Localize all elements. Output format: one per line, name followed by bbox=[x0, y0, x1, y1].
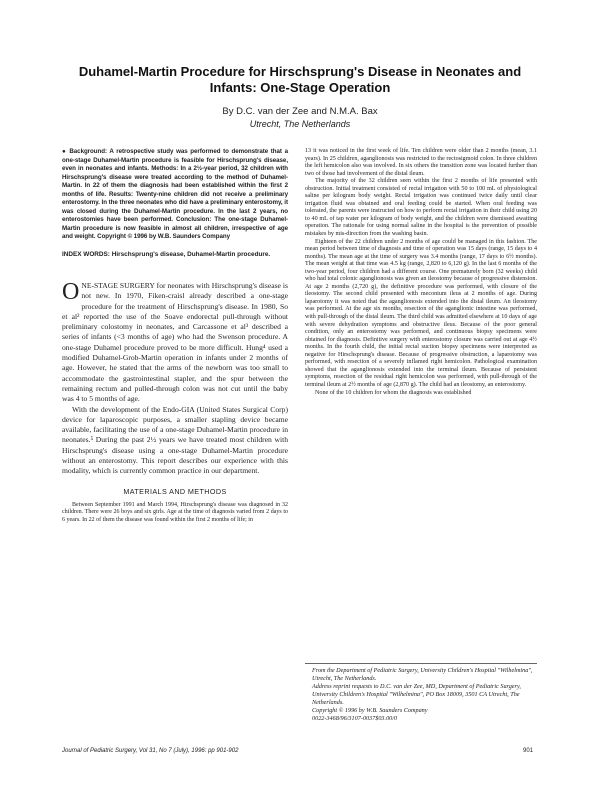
right-paragraph-3: Eighteen of the 22 children under 2 months of age could be managed in this fashion. The mean period between time of diagnosis and time of operation was 15 days (range, 15 days to 4 months). The mean age at the time of surgery was 3.4 months (range, 17 days to 6½ months). The mean weight at that time was 4.5 kg (range, 2,820 to 6,120 g). In the last 6 months of the two-year period, four children had a different course. One prematurely born (32 weeks) child who had total colonic aganglionosis was given an ileostomy because of progressive distension. At age 2 months (2,720 g), the definitive procedure was performed, with closure of the ileostomy. The second child presented with meconium ileus at 2 months of age. During laparotomy it was noted that the aganglionosis extended into the distal ileum. An ileostomy was performed. At the age six months, resection of the aganglionic intestine was performed, with pull-through of the distal ileum. The third child was admitted elsewhere at 10 days of age with severe dehydration symptoms and obstructive ileus. Because of the poor general condition, only an enterostomy was performed, and continuous biopsy specimens were obtained for diagnosis. Definitive surgery with enterostomy closure was carried out at age 4½ months. In the fourth child, the initial rectal suction biopsy specimens were interpreted as negative for Hirschsprung's disease. Because of progressive obstruction, a laparotomy was performed, with resection of a severely inflamed right hemicolon. Pathological examination showed that the aganglionosis extended into the terminal ileum. Because of persistent symptoms, resection of the residual right hemicolon was performed, with pull-through of the terminal ileum at 2½ months of age (2,870 g). The child had an ileostomy, an enterostomy. bbox=[305, 238, 537, 388]
right-paragraph-2: The majority of the 32 children seen within the first 2 months of life presented with obstruction. Initial treatment consisted of rectal irrigation with 50 to 100 mL of physiological saline per kilogram body weight. Rectal irrigation was continued twice daily until clear irrigation fluid was obtained and oral feeding could be started. When oral feeding was tolerated, the parents were instructed on how to perform rectal irrigation in their child using 20 to 40 mL of tap water per kilogram of body weight, and the children were dismissed awaiting operation. The rationale for using normal saline in the hospital is the prevention of possible mistakes by mis-direction from the washing basin. bbox=[305, 178, 537, 238]
footnote-code: 0022-3468/96/3107-0037$03.00/0 bbox=[312, 715, 398, 722]
affiliation: Utrecht, The Netherlands bbox=[249, 119, 351, 129]
left-column bbox=[62, 148, 288, 524]
page-number: 901 bbox=[523, 748, 534, 754]
footnotes bbox=[312, 667, 534, 723]
footnote-divider bbox=[305, 663, 537, 664]
right-paragraph-1: 13 it was noticed in the first week of life. Ten children were older than 2 months (mean, 3.1 years). In 25 children, aganglionosis was restricted to the rectosigmoid colon. In three children the left hemicolon also was involved. In six others the transition zone was located further than two of those had involvement of the distal ileum. bbox=[305, 148, 537, 177]
right-paragraph-4: None of the 10 children for whom the diagnosis was established bbox=[315, 389, 472, 396]
article-title: Duhamel-Martin Procedure for Hirschsprung's Disease in Neonates and Infants: One-Stage Operation bbox=[78, 64, 522, 95]
journal-citation: Journal of Pediatric Surgery, Vol 31, No 7 (July), 1996: pp 901-902 bbox=[62, 748, 239, 754]
intro-paragraph-2: With the development of the Endo-GIA (United States Surgical Corp) device for laparoscopic purposes, a smaller stapling device became available, facilitating the use of a one-stage Duhamel-Martin procedure in neonates.⁵ During the past 2½ years we have treated most children with Hirschsprung's disease using a one-stage Duhamel-Martin procedure without an enterostomy. This report describes our experience with this modality, which is currently common practice in our department. bbox=[62, 404, 288, 476]
author-line: By D.C. van der Zee and N.M.A. Bax bbox=[222, 106, 378, 117]
right-column bbox=[305, 148, 537, 397]
methods-heading: MATERIALS AND METHODS bbox=[123, 486, 227, 496]
footnote-department: From the Department of Pediatric Surgery, University Children's Hospital "Wilhelmina", Utrecht, The Netherlands. bbox=[312, 667, 533, 682]
footnote-copyright: Copyright © 1996 by W.B. Saunders Company bbox=[312, 707, 428, 714]
footnote-address: Address reprint requests to D.C. van der Zee, MD, Department of Pediatric Surgery, University Children's Hospital "Wilhelmina", PO Box 18009, 3501 CA Utrecht, The Netherlands. bbox=[312, 683, 521, 706]
abstract: ● Background: A retrospective study was performed to demonstrate that a one-stage Duhamel-Martin procedure is feasible for Hirschsprung's disease, even in neonates and infants. Methods: In a 2½-year period, 32 children with Hirschsprung's disease were treated according to the method of Duhamel-Martin. In 22 of them the diagnosis had been established within the first 2 months of life. Results: Twenty-nine children did not receive a preliminary enterostomy. In the three neonates who did have a preliminary enterostomy, it was closed during the Duhamel-Martin procedure. In the last 2 years, no enterostomies have been performed. Conclusion: The one-stage Duhamel-Martin procedure is now feasible in almost all children, irrespective of age and weight. Copyright © 1996 by W.B. Saunders Company bbox=[62, 148, 288, 240]
intro-paragraph-1: NE-STAGE SURGERY for neonates with Hirschsprung's disease is not new. In 1970, Fiken-craisl already described a one-stage procedure for the treatment of Hirschsprung's disease. In 1980, So et al² reported the use of the Soave endorectal pull-through without preliminary colostomy in neonates, and Carcassone et al³ described a series of infants (<3 months of age) who had the Swenson procedure. A one-stage Duhamel procedure proved to be more difficult. Hung⁴ used a modified Duhamel-Grob-Martin operation in infants under 2 months of age. However, he stated that the arms of the newborn was too small to accommodate the gastrointestinal stapler, and the spur between the remaining rectum and pulled-through colon was not cut until the baby was 4 to 5 months of age. bbox=[62, 281, 288, 404]
introduction bbox=[62, 281, 288, 477]
index-words: INDEX WORDS: Hirschsprung's disease, Duhamel-Martin procedure. bbox=[62, 250, 271, 258]
drop-cap: O bbox=[62, 279, 80, 305]
methods-paragraph: Between September 1991 and March 1994, Hirschsprung's disease was diagnosed in 32 children. There were 26 boys and six girls. Age at the time of diagnosis varied from 2 days to 6 years. In 22 of them the disease was found within the first 2 months of life; in bbox=[62, 501, 288, 523]
